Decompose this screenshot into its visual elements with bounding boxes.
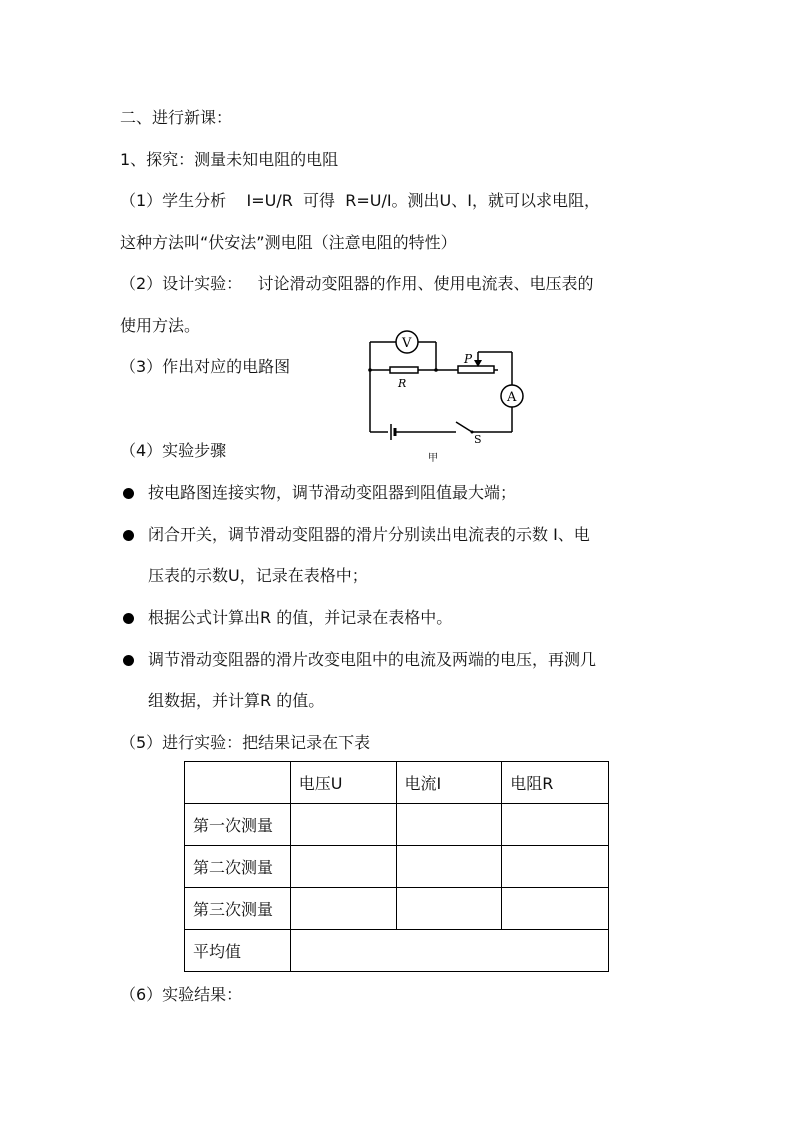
bullet-item-2-line2: 压表的示数U，记录在表格中； <box>148 566 368 585</box>
row-label: 第一次测量 <box>185 804 291 846</box>
step2-line1: （2）设计实验： 讨论滑动变阻器的作用、使用电流表、电压表的 <box>120 274 594 293</box>
table-row <box>185 888 609 930</box>
bullet-dot <box>123 613 134 624</box>
row-label: 第三次测量 <box>185 888 291 930</box>
bullet-dot <box>123 530 134 541</box>
row-label: 第二次测量 <box>185 846 291 888</box>
step1-line1: （1）学生分析 I=U/R 可得 R=U/I。测出U、I，就可以求电阻， <box>120 191 600 210</box>
average-cell[interactable] <box>290 930 608 972</box>
resistor-symbol <box>390 367 418 373</box>
step6-label: （6）实验结果： <box>120 985 243 1004</box>
table-row <box>185 804 609 846</box>
ammeter-label: A <box>507 390 517 405</box>
topic-heading: 1、探究：测量未知电阻的电阻 <box>120 150 339 169</box>
average-label: 平均值 <box>185 930 291 972</box>
step2-line2: 使用方法。 <box>120 316 201 335</box>
step4-label: （4）实验步骤 <box>120 441 227 460</box>
bullet-dot <box>123 655 134 666</box>
bullet-item-4-line2: 组数据，并计算R 的值。 <box>148 691 325 710</box>
table-cell[interactable] <box>396 888 502 930</box>
table-cell[interactable] <box>502 846 609 888</box>
table-cell[interactable] <box>290 846 396 888</box>
table-cell[interactable] <box>290 804 396 846</box>
results-table <box>184 761 609 972</box>
section-title: 二、进行新课： <box>120 108 233 127</box>
table-row <box>185 846 609 888</box>
step3-label: （3）作出对应的电路图 <box>120 357 291 376</box>
table-header-voltage: 电压U <box>290 762 396 804</box>
switch-label: S <box>474 433 482 446</box>
table-cell[interactable] <box>502 804 609 846</box>
circuit-caption: 甲 <box>428 453 438 464</box>
rheostat-symbol <box>458 366 494 373</box>
step1-line2: 这种方法叫“伏安法”测电阻（注意电阻的特性） <box>120 233 457 252</box>
bullet-item-3: 根据公式计算出R 的值，并记录在表格中。 <box>148 608 453 627</box>
bullet-item-1: 按电路图连接实物，调节滑动变阻器到阻值最大端； <box>148 483 517 502</box>
table-cell[interactable] <box>290 888 396 930</box>
table-header-blank <box>185 762 291 804</box>
table-header-current: 电流I <box>396 762 502 804</box>
table-header-resistance: 电阻R <box>502 762 609 804</box>
table-cell[interactable] <box>502 888 609 930</box>
bullet-dot <box>123 488 134 499</box>
switch-lever <box>456 422 472 432</box>
resistor-label: R <box>398 377 407 390</box>
table-average-row <box>185 930 609 972</box>
circuit-diagram <box>360 330 535 465</box>
voltmeter-label: V <box>402 336 412 351</box>
step5-label: （5）进行实验：把结果记录在下表 <box>120 733 371 752</box>
bullet-item-2-line1: 闭合开关，调节滑动变阻器的滑片分别读出电流表的示数 I、电 <box>148 525 590 544</box>
table-cell[interactable] <box>396 804 502 846</box>
slider-label: P <box>464 352 473 366</box>
table-cell[interactable] <box>396 846 502 888</box>
table-header-row <box>185 762 609 804</box>
bullet-item-4-line1: 调节滑动变阻器的滑片改变电阻中的电流及两端的电压，再测几 <box>148 650 597 669</box>
